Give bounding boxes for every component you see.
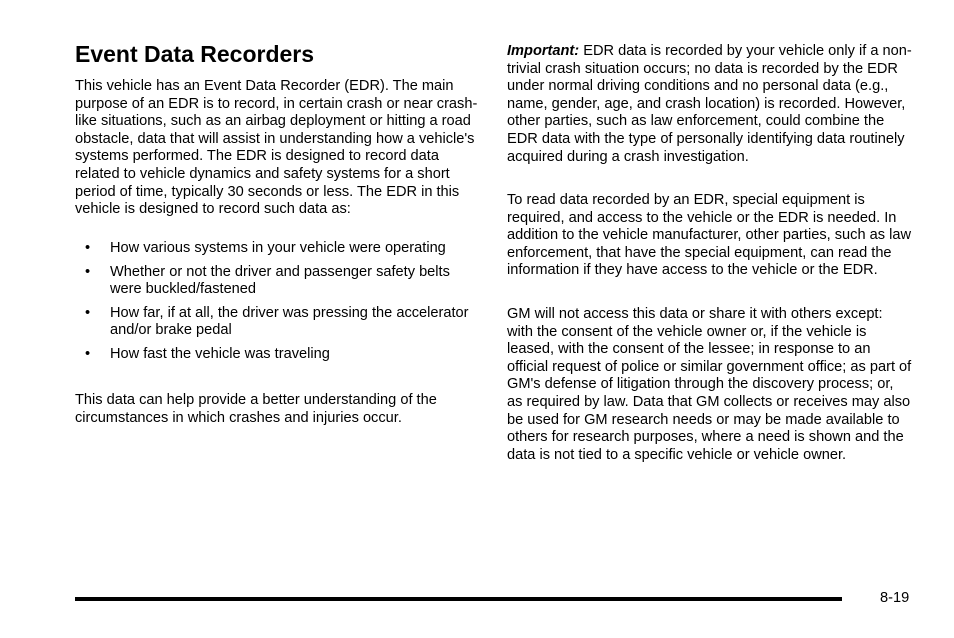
intro-paragraph: This vehicle has an Event Data Recorder (EDR). The main purpose of an EDR is to record, in certain crash or near crash-like situations, such as an airbag deployment or hitting a road obstacle, data that will assist in understanding how a vehicle's systems performed. The EDR is designed to record data related to vehicle dynamics and safety systems for a short period of time, typically 30 seconds or less. The EDR in this vehicle is designed to record such data as:	[75, 78, 478, 218]
important-paragraph	[507, 43, 912, 166]
page-number: 8-19	[880, 590, 910, 606]
data-sharing-paragraph: GM will not access this data or share it with others except: with the consent of the vehicle owner or, if the vehicle is leased, with the consent of the lessee; in response to an official request of police or similar government office; as part of GM's defense of litigation through the discovery process; or, as required by law. Data that GM collects or receives may also be used for GM research needs or may be made available to others for research purposes, where a need is shown and the data is not tied to a specific vehicle or vehicle owner.	[507, 306, 912, 463]
list-item	[75, 346, 480, 364]
section-heading: Event Data Recorders	[75, 41, 315, 67]
outro-paragraph: This data can help provide a better understanding of the circumstances in which crashes and injuries occur.	[75, 392, 437, 426]
list-item-text: How far, if at all, the driver was pressing the accelerator and/or brake pedal	[110, 304, 469, 339]
bullet-icon: •	[85, 345, 91, 362]
important-text: EDR data is recorded by your vehicle only if a non-trivial crash situation occurs; no data is recorded by the EDR under normal driving conditions and no personal data (e.g., name, gender, age, and crash location) is recorded. However, other parties, such as law enforcement, could combine the EDR data with the type of personally identifying data routinely acquired during a crash investigation.	[507, 43, 912, 165]
important-label: Important:	[507, 43, 580, 59]
list-item	[75, 305, 480, 340]
list-item-text: How various systems in your vehicle were operating	[110, 240, 446, 256]
bullet-icon: •	[85, 263, 91, 280]
recorded-data-list	[75, 240, 480, 370]
list-item-text: Whether or not the driver and passenger safety belts were buckled/fastened	[110, 263, 450, 298]
bullet-icon: •	[85, 304, 91, 321]
list-item	[75, 240, 480, 258]
reading-data-paragraph: To read data recorded by an EDR, special equipment is required, and access to the vehicle or the EDR is needed. In addition to the vehicle manufacturer, other parties, such as law enforcement, that have the special equipment, can read the information if they have access to the vehicle or the EDR.	[507, 192, 911, 279]
list-item-text: How fast the vehicle was traveling	[110, 345, 330, 362]
bullet-icon: •	[85, 240, 91, 256]
list-item	[75, 264, 480, 299]
footer-rule	[75, 597, 842, 601]
